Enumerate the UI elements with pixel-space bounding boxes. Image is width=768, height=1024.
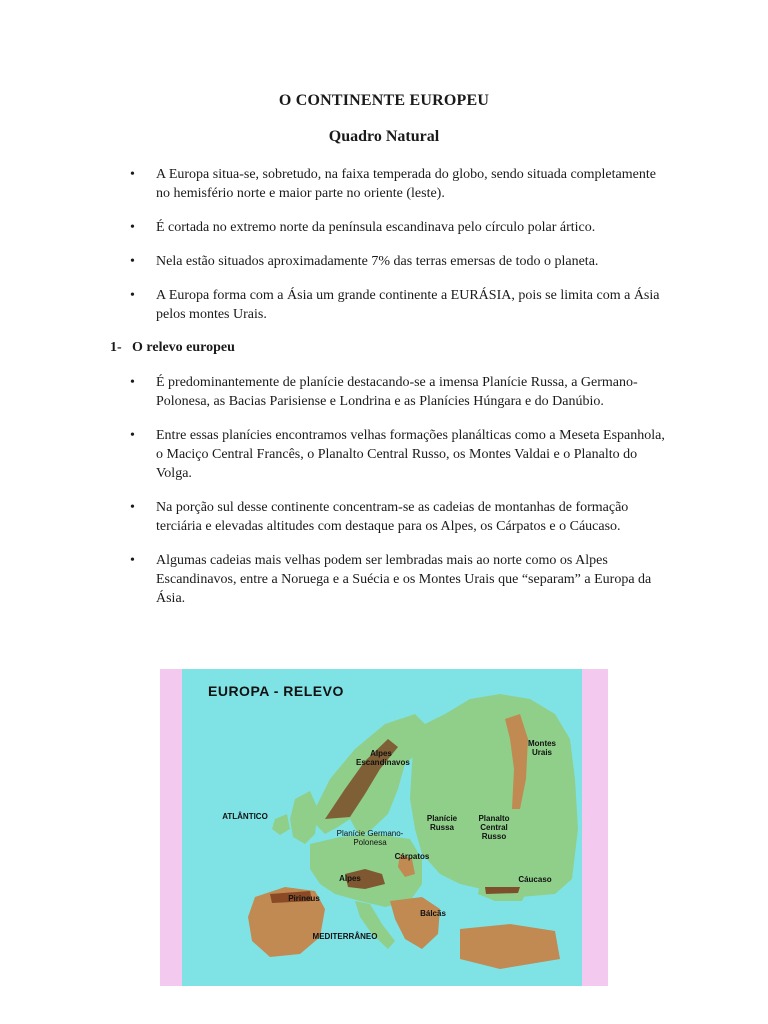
list-item: • A Europa forma com a Ásia um grande continente a EURÁSIA, pois se limita com a Ásia pelos montes Urais. <box>130 288 660 322</box>
russia-land <box>410 694 578 897</box>
bullet-icon: • <box>130 553 135 568</box>
bullet-icon: • <box>130 500 135 515</box>
section-title: O relevo europeu <box>132 340 235 355</box>
label-planicie-germano-polonesa: Planície Germano-Polonesa <box>336 829 404 847</box>
list-item: • Algumas cadeias mais velhas podem ser lembradas mais ao norte como os Alpes Escandinavos, entre a Noruega e a Suécia e os Montes Urais que “separam” a Europa da Ásia. <box>130 553 652 606</box>
list-item: • Na porção sul desse continente concentram-se as cadeias de montanhas de formação terciária e elevadas altitudes com destaque para os Alpes, os Cárpatos e o Cáucaso. <box>130 500 629 534</box>
label-planicie-russa: Planície Russa <box>426 814 458 832</box>
label-alpes-escandinavos: Alpes Escandinavos <box>356 749 410 767</box>
bullet-icon: • <box>130 220 135 235</box>
list-item: • Nela estão situados aproximadamente 7% das terras emersas de todo o planeta. <box>130 254 599 269</box>
label-carpatos: Cárpatos <box>394 852 430 861</box>
label-caucaso: Cáucaso <box>518 875 552 884</box>
list-item: • A Europa situa-se, sobretudo, na faixa temperada do globo, sendo situada completamente no hemisfério norte e maior parte no oriente (leste). <box>130 167 656 201</box>
map-title: EUROPA - RELEVO <box>208 683 344 699</box>
caucasus-range <box>485 887 520 894</box>
section-number: 1- <box>110 340 122 355</box>
list-item: • É predominantemente de planície destacando-se a imensa Planície Russa, a Germano-Polonesa, as Bacias Parisiense e Londrina e as Planícies Húngara e do Danúbio. <box>130 375 638 409</box>
map-graphic <box>160 669 608 986</box>
bullet-icon: • <box>130 254 135 269</box>
label-montes-urais: Montes Urais <box>528 739 556 757</box>
label-balcas: Bálcãs <box>420 909 446 918</box>
label-atlantico: ATLÂNTICO <box>222 812 268 821</box>
label-mediterraneo: MEDITERRÂNEO <box>312 932 378 941</box>
list-item: • Entre essas planícies encontramos velhas formações planálticas como a Meseta Espanhola, o Maciço Central Francês, o Planalto Central Russo, os Montes Valdai e o Planalto do Volga. <box>130 428 665 481</box>
bullet-icon: • <box>130 167 135 182</box>
label-alpes: Alpes <box>339 874 361 883</box>
section-heading <box>110 340 235 356</box>
list-item: • É cortada no extremo norte da península escandinava pelo círculo polar ártico. <box>130 220 596 235</box>
label-pirineus: Pirineus <box>288 894 320 903</box>
label-planalto-central-russo: Planalto Central Russo <box>478 814 510 841</box>
bullet-icon: • <box>130 428 135 443</box>
relevo-bullet-list <box>110 373 666 623</box>
bullet-icon: • <box>130 375 135 390</box>
europe-relief-map <box>160 669 608 986</box>
document-subtitle: Quadro Natural <box>328 128 440 145</box>
intro-bullet-list <box>110 165 666 339</box>
document-title: O CONTINENTE EUROPEU <box>278 92 490 109</box>
bullet-icon: • <box>130 288 135 303</box>
